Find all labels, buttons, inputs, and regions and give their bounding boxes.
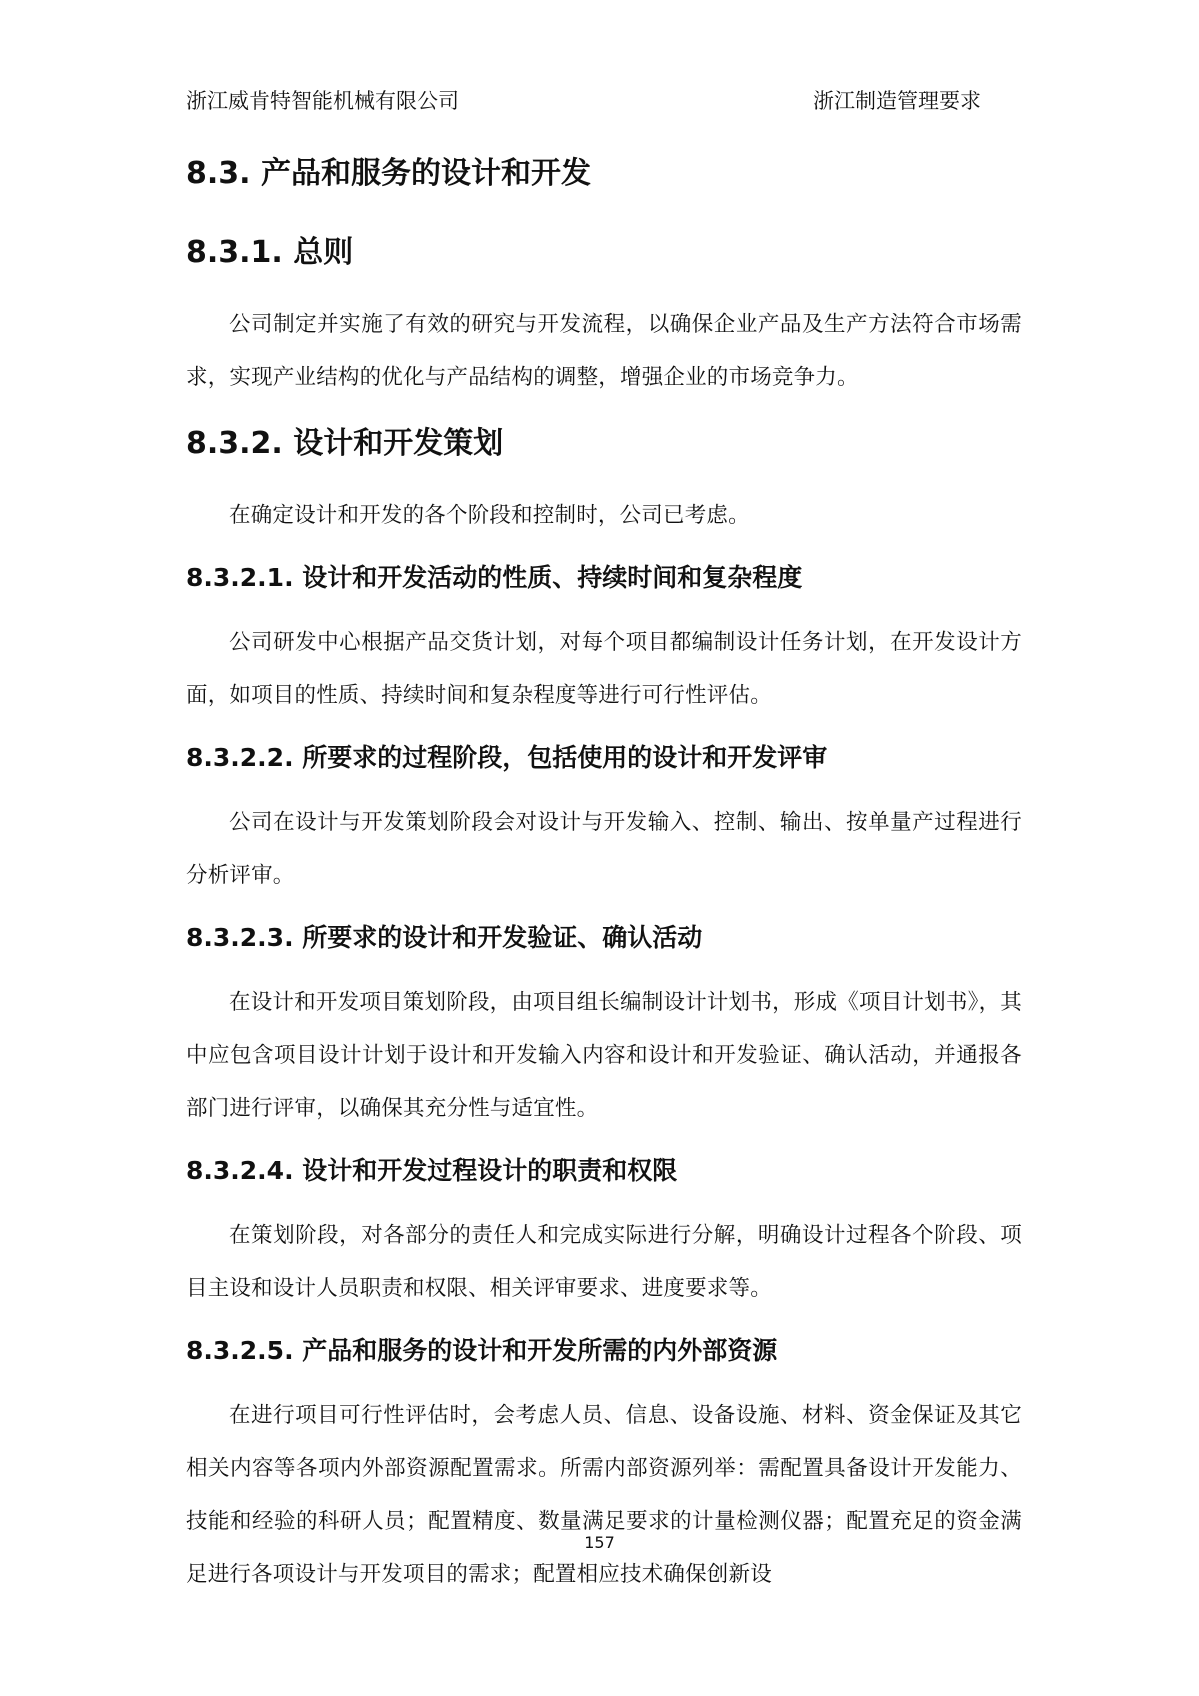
paragraph-8-3-2: 在确定设计和开发的各个阶段和控制时，公司已考虑。 bbox=[229, 503, 750, 528]
page-body bbox=[186, 150, 1022, 1601]
section-heading-8-3-2: 8.3.2. 设计和开发策划 bbox=[186, 426, 504, 461]
paragraph-8-3-2-5: 在进行项目可行性评估时，会考虑人员、信息、设备设施、材料、资金保证及其它相关内容等各项内外部资源配置需求。所需内部资源列举：需配置具备设计开发能力、技能和经验的科研人员；配置精度、数量满足要求的计量检测仪器；配置充足的资金满足进行各项设计与开发项目的需求；配置相应技术确保创新设 bbox=[186, 1403, 1022, 1587]
section-heading-8-3-2-1: 8.3.2.1. 设计和开发活动的性质、持续时间和复杂程度 bbox=[186, 563, 803, 592]
section-heading-8-3-2-2: 8.3.2.2. 所要求的过程阶段，包括使用的设计和开发评审 bbox=[186, 743, 828, 772]
section-heading-8-3-2-4: 8.3.2.4. 设计和开发过程设计的职责和权限 bbox=[186, 1156, 678, 1185]
section-heading-8-3-1: 8.3.1. 总则 bbox=[186, 235, 354, 270]
header-document-title: 浙江制造管理要求 bbox=[813, 89, 981, 113]
paragraph-8-3-2-3: 在设计和开发项目策划阶段，由项目组长编制设计计划书，形成《项目计划书》，其中应包含项目设计计划于设计和开发输入内容和设计和开发验证、确认活动，并通报各部门进行评审，以确保其充分性与适宜性。 bbox=[186, 990, 1022, 1121]
page-number: 157 bbox=[584, 1533, 615, 1552]
paragraph-8-3-1: 公司制定并实施了有效的研究与开发流程，以确保企业产品及生产方法符合市场需求，实现产业结构的优化与产品结构的调整，增强企业的市场竞争力。 bbox=[186, 312, 1022, 390]
paragraph-8-3-2-2: 公司在设计与开发策划阶段会对设计与开发输入、控制、输出、按单量产过程进行分析评审。 bbox=[186, 810, 1022, 888]
paragraph-8-3-2-1: 公司研发中心根据产品交货计划，对每个项目都编制设计任务计划，在开发设计方面，如项目的性质、持续时间和复杂程度等进行可行性评估。 bbox=[186, 630, 1022, 708]
header-company-name: 浙江威肯特智能机械有限公司 bbox=[186, 89, 459, 113]
running-header bbox=[186, 86, 981, 116]
paragraph-8-3-2-4: 在策划阶段，对各部分的责任人和完成实际进行分解，明确设计过程各个阶段、项目主设和设计人员职责和权限、相关评审要求、进度要求等。 bbox=[186, 1223, 1022, 1301]
section-heading-8-3-2-5: 8.3.2.5. 产品和服务的设计和开发所需的内外部资源 bbox=[186, 1336, 778, 1365]
section-heading-8-3: 8.3. 产品和服务的设计和开发 bbox=[186, 156, 591, 191]
section-heading-8-3-2-3: 8.3.2.3. 所要求的设计和开发验证、确认活动 bbox=[186, 923, 703, 952]
